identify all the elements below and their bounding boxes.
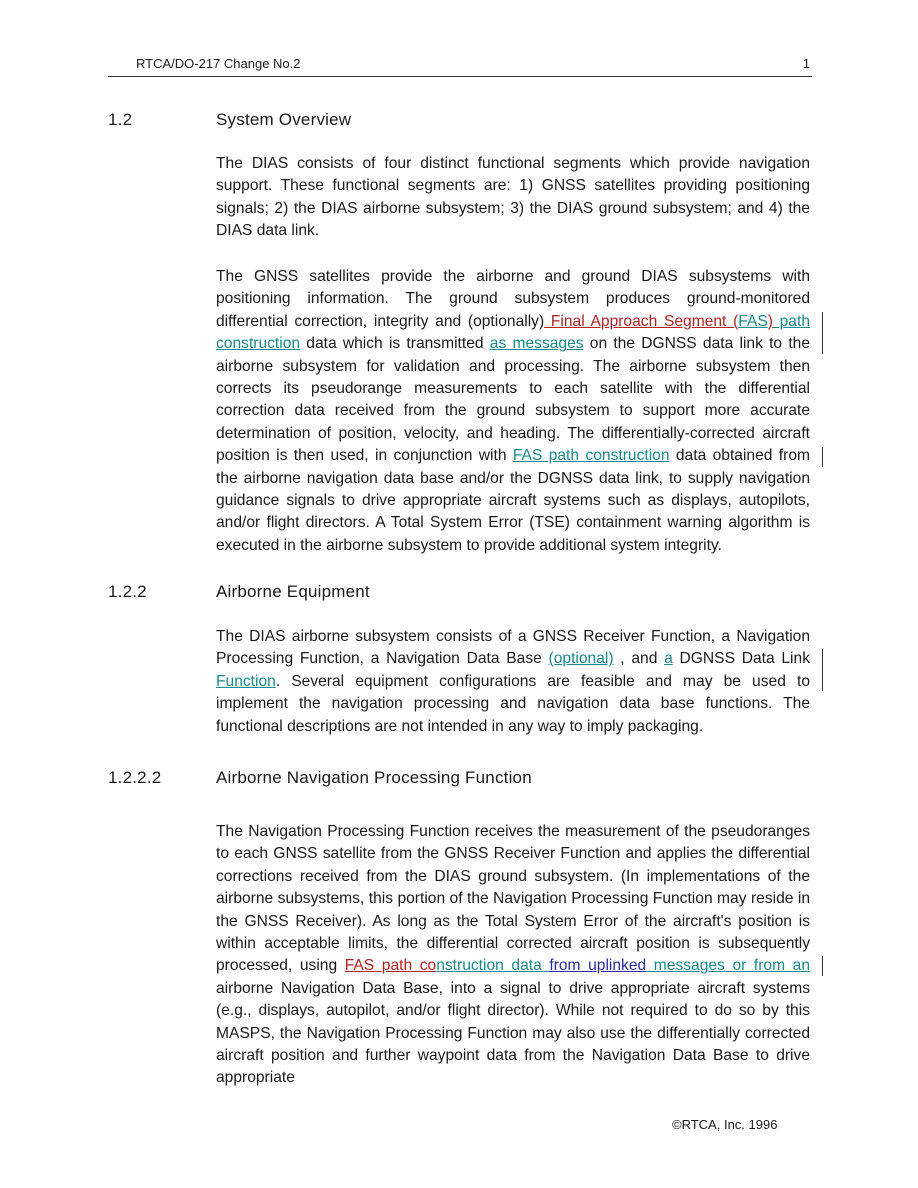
section-number: 1.2.2 (108, 582, 147, 601)
tracked-change-link[interactable]: Function (216, 672, 276, 690)
text-run: airborne Navigation Data Base, into a signal to drive appropriate aircraft systems (e.g., displays, autopilot, and/or flight director). While not required to do so by this MASPS, the Navigation Processing Function may also use the differentially corrected aircraft position and further waypoint data from the Navigation Data Base to drive appropriate (216, 979, 810, 1087)
text-run: . Several equipment configurations are feasible and may be used to implement the navigation processing and navigation data base functions. The functional descriptions are not intended in any way to imply packaging. (216, 672, 810, 735)
tracked-change-link[interactable]: path construction (216, 312, 810, 353)
text-run: The GNSS satellites provide the airborne and ground DIAS subsystems with positioning information. The ground subsystem produces ground-monitored differential correction, integrity and (optionally) (216, 268, 810, 330)
text-run: data obtained from the airborne navigation data base and/or the DGNSS data link, to supply navigation guidance signals to drive appropriate aircraft systems such as displays, autopilots, and/or flight directors. A Total System Error (TSE) containment warning algorithm is executed in the airborne subsystem to provide additional system integrity. (216, 447, 810, 554)
page-number: 1 (802, 56, 810, 71)
section-title: Airborne Equipment (216, 582, 370, 601)
tracked-change-link[interactable]: (optional) (548, 650, 614, 668)
paragraph-system-overview: The DIAS consists of four distinct functional segments which provide navigation support. These functional segments are: 1) GNSS satellites providing positioning signals; 2) the DIAS airborne subsystem; 3) the DIAS ground subsystem; and 4) the DIAS data link. (216, 155, 810, 240)
tracked-change-link[interactable]: FAS path co (344, 957, 437, 975)
change-bar (822, 649, 823, 691)
copyright-footer: ©RTCA, Inc. 1996 (672, 1117, 778, 1132)
tracked-change-link[interactable]: as messages (489, 335, 584, 353)
text-run: DGNSS Data Link (672, 650, 810, 668)
tracked-change-link[interactable]: Final Approach Segment ( (544, 312, 739, 330)
tracked-change-link[interactable]: from uplinked (549, 957, 647, 975)
text-run: on the DGNSS data link to the airborne subsystem for validation and processing. The airborne subsystem then corrects its pseudorange measurements to each satellite with the differential correction data received from the ground subsystem to support more accurate determination of position, velocity, and heading. The differentially-corrected aircraft position is then used, in conjunction with (216, 335, 811, 465)
section-number: 1.2 (108, 110, 133, 129)
text-run: data which is transmitted (300, 335, 490, 353)
tracked-change-link[interactable]: FAS (738, 312, 768, 330)
page-header (108, 56, 812, 77)
section-title: Airborne Navigation Processing Function (216, 768, 532, 787)
change-bar (822, 312, 823, 354)
paragraph-navigation-processing (216, 821, 810, 1090)
text-run: , and (613, 650, 665, 668)
paragraph-gnss-satellites (216, 266, 810, 557)
tracked-change-link[interactable]: messages or from an (646, 957, 811, 975)
change-bar (822, 447, 823, 467)
text-run: The DIAS airborne subsystem consists of a GNSS Receiver Function, a Navigation Processing Function, a Navigation Data Base (216, 628, 810, 668)
tracked-change-link[interactable]: FAS path construction (512, 447, 670, 465)
change-bar (822, 956, 823, 976)
section-title: System Overview (216, 110, 352, 129)
section-number: 1.2.2.2 (108, 768, 162, 787)
tracked-change-link[interactable]: nstruction data (436, 957, 550, 975)
paragraph-airborne-equipment (216, 626, 810, 738)
document-title: RTCA/DO-217 Change No.2 (136, 56, 301, 71)
tracked-change-link[interactable]: ) (767, 312, 773, 330)
tracked-change-link[interactable]: a (664, 650, 673, 668)
text-run: The Navigation Processing Function receives the measurement of the pseudoranges to each GNSS satellite from the GNSS Receiver Function and applies the differential corrections received from the DIAS ground subsystem. (In implementations of the airborne subsystems, this portion of the Navigation Processing Function may reside in the GNSS Receiver). As long as the Total System Error of the aircraft's position is within acceptable limits, the differential corrected aircraft position is subsequently processed, using (216, 823, 810, 975)
